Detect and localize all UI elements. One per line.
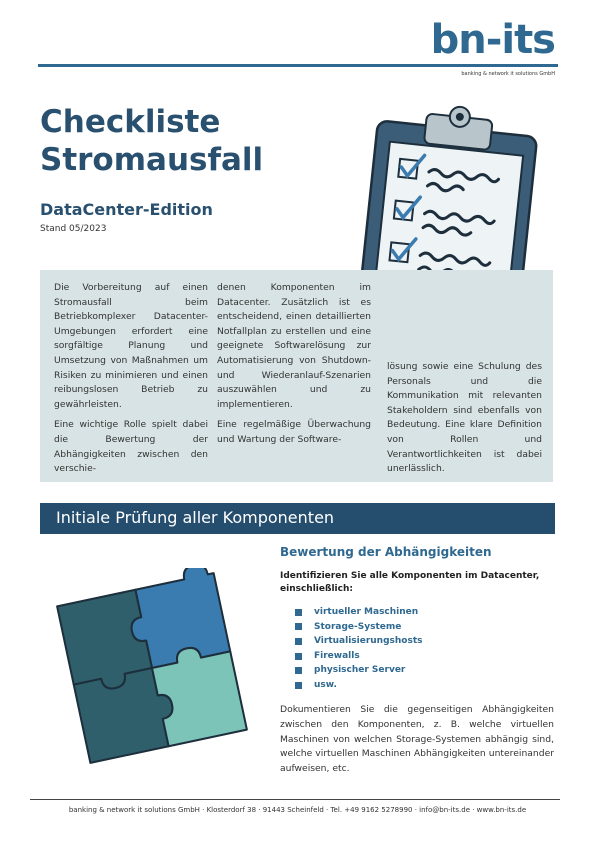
title-line-2: Stromausfall bbox=[40, 142, 264, 178]
bullet-square-icon bbox=[295, 609, 302, 616]
list-item-label: Virtualisierungshosts bbox=[314, 636, 423, 647]
list-item bbox=[295, 649, 423, 664]
intro-column-2 bbox=[217, 281, 371, 454]
intro-paragraph: Die Vorbereitung auf einen Stromausfall beim Betriebkomplexer Datacenter-Umgebungen erfordert eine sorgfältige Planung und Umsetzung von Maßnahmen um Risiken zu minimieren und einen reibungslosen Betrieb zu gewährleisten. bbox=[54, 282, 208, 410]
bullet-square-icon bbox=[295, 638, 302, 645]
list-item-label: virtueller Maschinen bbox=[314, 607, 419, 617]
list-item-label: Storage-Systeme bbox=[314, 621, 402, 632]
puzzle-pieces-icon bbox=[52, 568, 252, 768]
header-rule bbox=[38, 64, 558, 67]
list-item bbox=[295, 620, 423, 635]
component-list bbox=[295, 605, 423, 693]
list-item-label: physischer Server bbox=[314, 665, 406, 676]
section-title: Initiale Prüfung aller Komponenten bbox=[56, 508, 335, 527]
page-title bbox=[40, 103, 263, 179]
list-item bbox=[295, 663, 423, 678]
intro-column-1 bbox=[54, 281, 208, 483]
bullet-square-icon bbox=[295, 667, 302, 674]
documentation-paragraph: Dokumentieren Sie die gegenseitigen Abhängigkeiten zwischen den Komponenten, z. B. welche virtuellen Maschinen von welchen Storage-Systemen abhängig sind, welche virtuellen Maschinen Abhängigkeiten untereinander aufweisen, etc. bbox=[280, 704, 554, 775]
bullet-square-icon bbox=[295, 682, 302, 689]
intro-column-3 bbox=[387, 360, 542, 483]
version-date: Stand 05/2023 bbox=[40, 224, 107, 234]
bullet-square-icon bbox=[295, 653, 302, 660]
logo-tagline: banking & network it solutions GmbH bbox=[461, 71, 555, 77]
subsection-heading: Bewertung der Abhängigkeiten bbox=[280, 545, 492, 559]
list-item bbox=[295, 605, 423, 620]
intro-paragraph: Eine wichtige Rolle spielt dabei die Bewertung der Abhängigkeiten zwischen den verschie- bbox=[54, 419, 208, 475]
footer-contact: banking & network it solutions GmbH · Klosterdorf 38 · 91443 Scheinfeld · Tel. +49 9162 5278990 · info@bn-its.de · www.bn-its.de bbox=[68, 806, 527, 814]
list-item-label: Firewalls bbox=[314, 650, 360, 661]
edition-subtitle: DataCenter-Edition bbox=[40, 200, 213, 219]
footer-rule bbox=[30, 799, 560, 800]
bullet-square-icon bbox=[295, 623, 302, 630]
intro-paragraph: Eine regelmäßige Überwachung und Wartung der Software- bbox=[217, 419, 371, 445]
company-logo: bn-its bbox=[430, 17, 555, 63]
title-line-1: Checkliste bbox=[40, 104, 221, 140]
identify-instruction: Identifizieren Sie alle Komponenten im Datacenter, einschließlich: bbox=[280, 571, 540, 594]
intro-paragraph: lösung sowie eine Schulung des Personals und die Kommunikation mit relevanten Stakeholdern sind ebenfalls von Bedeutung. Eine klare Definition von Rollen und Verantwortlichkeiten ist dabei unerlässlich. bbox=[387, 361, 542, 475]
intro-paragraph: denen Komponenten im Datacenter. Zusätzlich ist es entscheidend, einen detaillierten Notfallplan zu erstellen und eine geeignete Softwarelösung zur Automatisierung von Shutdown- und Wiederanlauf-Szenarien auszuwählen und zu implementieren. bbox=[217, 282, 371, 410]
list-item-label: usw. bbox=[314, 679, 337, 690]
list-item bbox=[295, 634, 423, 649]
list-item bbox=[295, 678, 423, 693]
